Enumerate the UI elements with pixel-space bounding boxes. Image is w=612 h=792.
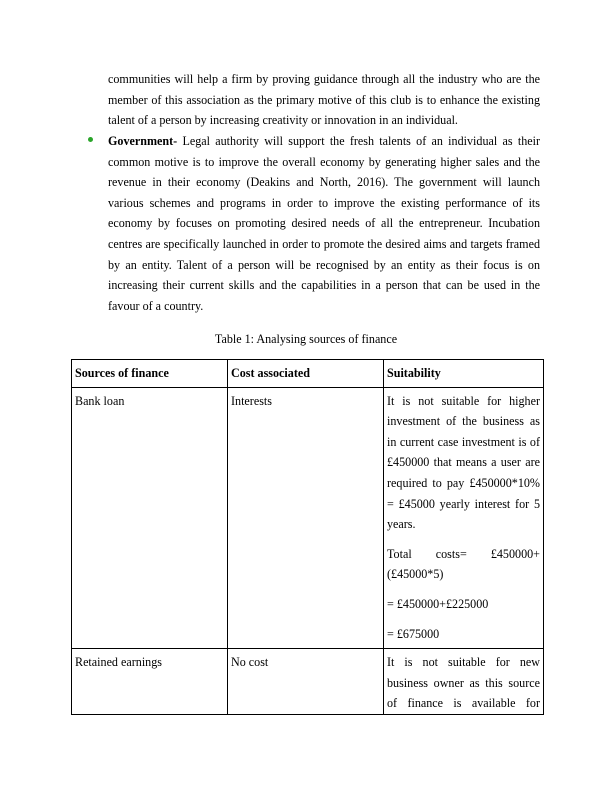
cell-cost: Interests	[228, 387, 384, 649]
cell-source: Retained earnings	[72, 649, 228, 715]
table-row	[72, 649, 544, 715]
bullet-label: Government-	[108, 134, 178, 148]
suitability-calc-result: = £675000	[387, 626, 440, 641]
finance-sources-table	[71, 359, 544, 715]
cell-suitability	[384, 649, 544, 715]
table-caption: Table 1: Analysing sources of finance	[214, 332, 398, 346]
intro-paragraph: communities will help a firm by proving guidance through all the industry who are the member of this association as the primary motive of this club is to enhance the existing talent of a person by increasing creativity or innovation in an individual.	[108, 72, 540, 128]
header-sources-of-finance: Sources of finance	[72, 360, 228, 388]
table-row	[72, 387, 544, 649]
suitability-calc-step: = £450000+£225000	[387, 596, 489, 611]
bullet-dot-icon	[88, 137, 93, 142]
government-bullet-paragraph	[108, 131, 540, 316]
cell-cost: No cost	[228, 649, 384, 715]
suitability-text: It is not suitable for higher investment of the business as in current case investment is of £450000 that means a user are required to pay £450000*10% = £45000 yearly interest for 5 years.	[387, 393, 540, 532]
cell-suitability	[384, 387, 544, 649]
bullet-text: Legal authority will support the fresh talents of an individual as their common motive is to improve the overall economy by generating higher sales and the revenue in their economy (Deakins and North, 2016). The government will launch various schemes and programs in order to improve the existing performance of its economy by focuses on promoting desired needs of all the entrepreneur. Incubation centres are specifically launched in order to promote the desired aims and targets framed by an entity. Talent of a person will be recognised by an entity as their focus is on increasing their current skills and the capabilities in a person that can be used in the favour of a country.	[108, 134, 540, 313]
suitability-total-costs: Total costs= £450000+ (£45000*5)	[387, 546, 540, 582]
header-suitability: Suitability	[384, 360, 544, 388]
table-header-row	[72, 360, 544, 388]
suitability-text: It is not suitable for new business owner as this source of finance is available for	[387, 655, 540, 711]
header-cost-associated: Cost associated	[228, 360, 384, 388]
cell-source: Bank loan	[72, 387, 228, 649]
